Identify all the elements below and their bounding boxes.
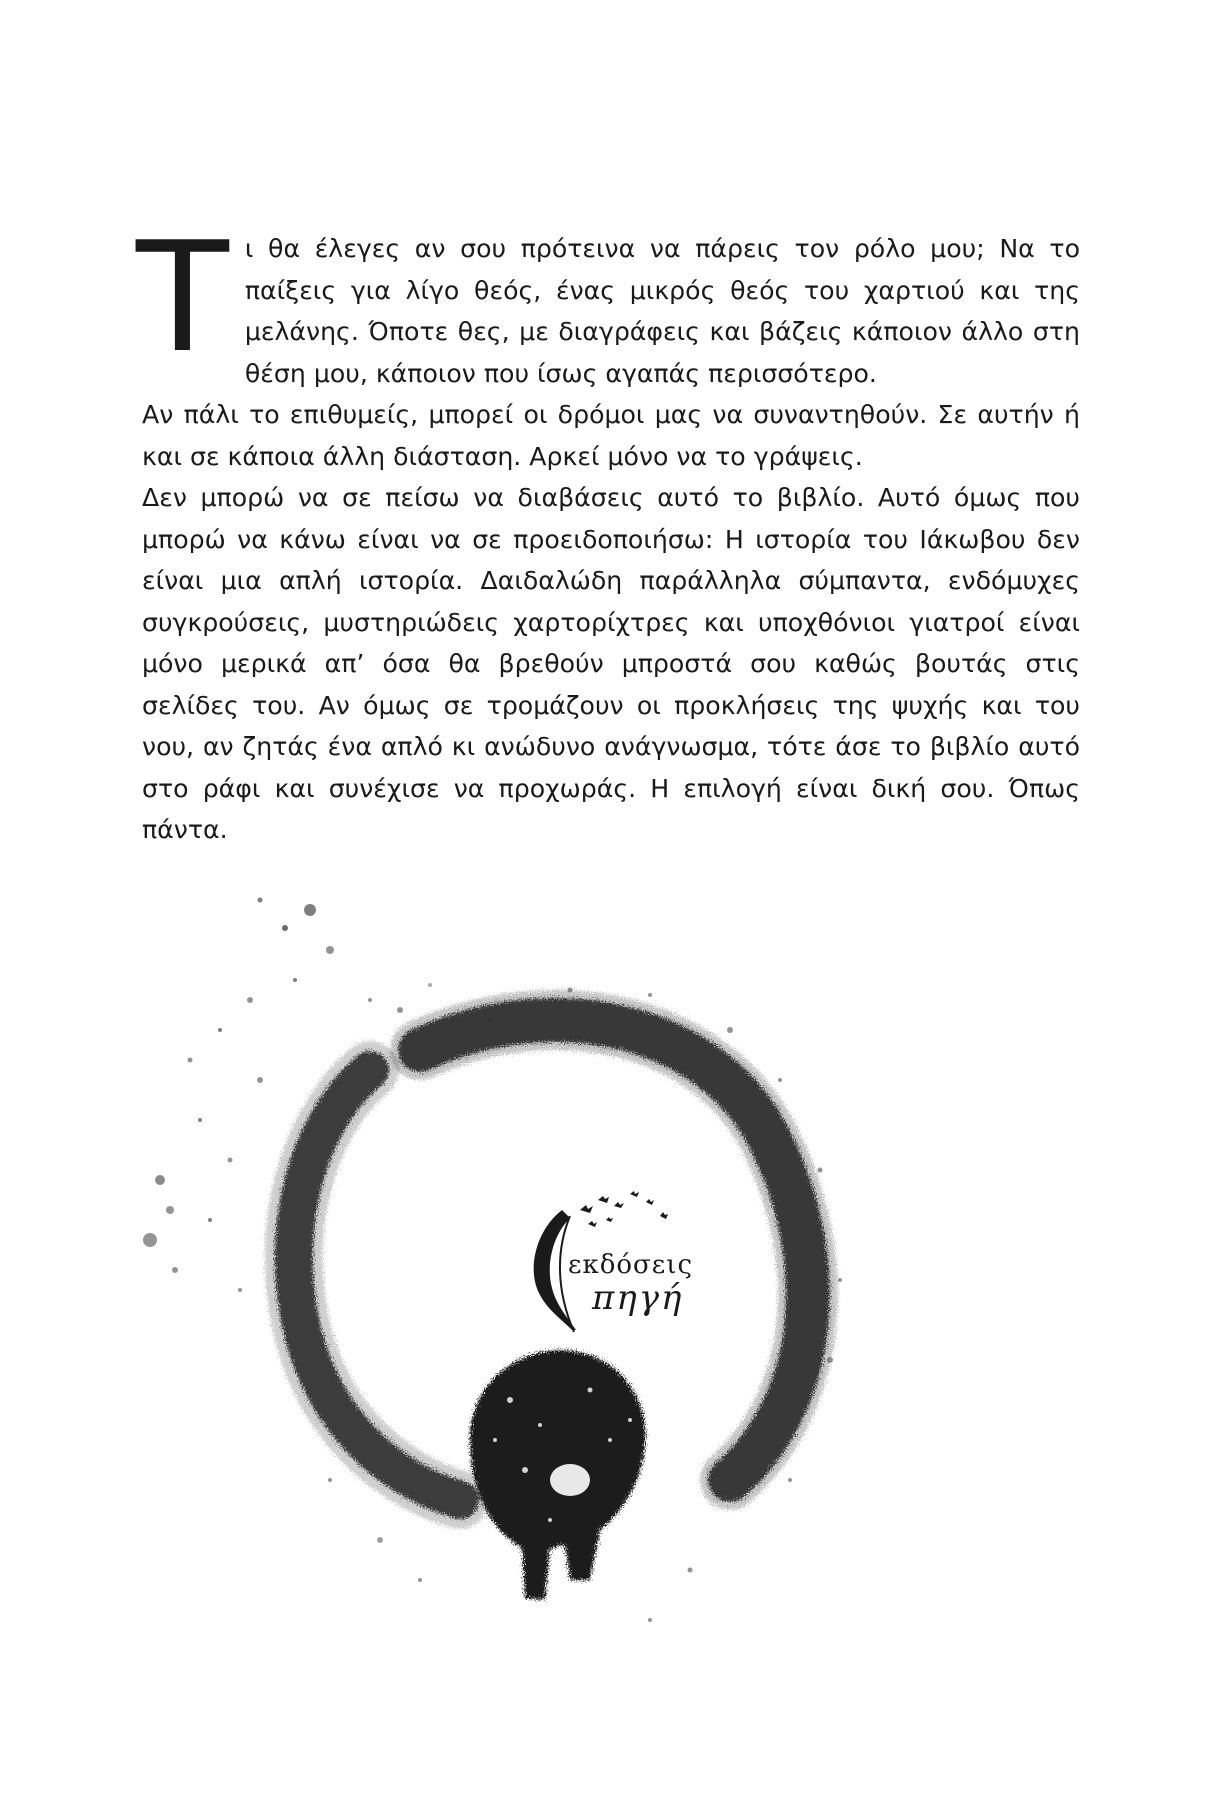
publisher-logo	[500, 1180, 740, 1340]
publisher-name-line2: πηγή	[592, 1278, 684, 1318]
blurb-paragraph-1-text: ι θα έλεγες αν σου πρότεινα να πάρεις τον ρόλο μου; Να το παίξεις για λίγο θεός, ένας μικρός θεός του χαρτιού και της μελάνης. Όποτε θες, με διαγράφεις και βάζεις κάποιον άλλο στη θέση μου, κάποιον που ίσως αγαπάς περισσότερο.	[244, 234, 1080, 388]
back-cover-blurb	[136, 209, 1080, 851]
drop-cap: Τ	[136, 209, 229, 386]
blurb-paragraph-1	[136, 209, 1080, 394]
blurb-paragraph-3: Δεν μπορώ να σε πείσω να διαβάσεις αυτό το βιβλίο. Αυτό όμως που μπορώ να κάνω είναι να σε προειδοποιήσω: Η ιστορία του Ιάκωβου δεν είναι μια απλή ιστορία. Δαιδαλώδη παράλληλα σύμπαντα, ενδόμυχες συγκρούσεις, μυστηριώδεις χαρτορίχτρες και υποχθόνιοι γιατροί είναι μόνο μερικά απ’ όσα θα βρεθούν μπροστά σου καθώς βουτάς στις σελίδες του. Αν όμως σε τρομάζουν οι προκλήσεις της ψυχής και του νου, αν ζητάς ένα απλό κι ανώδυνο ανάγνωσμα, τότε άσε το βιβλίο αυτό στο ράφι και συνέχισε να προχωράς. Η επιλογή είναι δική σου. Όπως πάντα.	[142, 483, 1080, 844]
blurb-paragraph-2: Αν πάλι το επιθυμείς, μπορεί οι δρόμοι μας να συναντηθούν. Σε αυτήν ή και σε κάποια άλλη διάσταση. Αρκεί μόνο να το γράψεις.	[142, 400, 1080, 471]
publisher-name-line1: εκδόσεις	[568, 1250, 693, 1280]
